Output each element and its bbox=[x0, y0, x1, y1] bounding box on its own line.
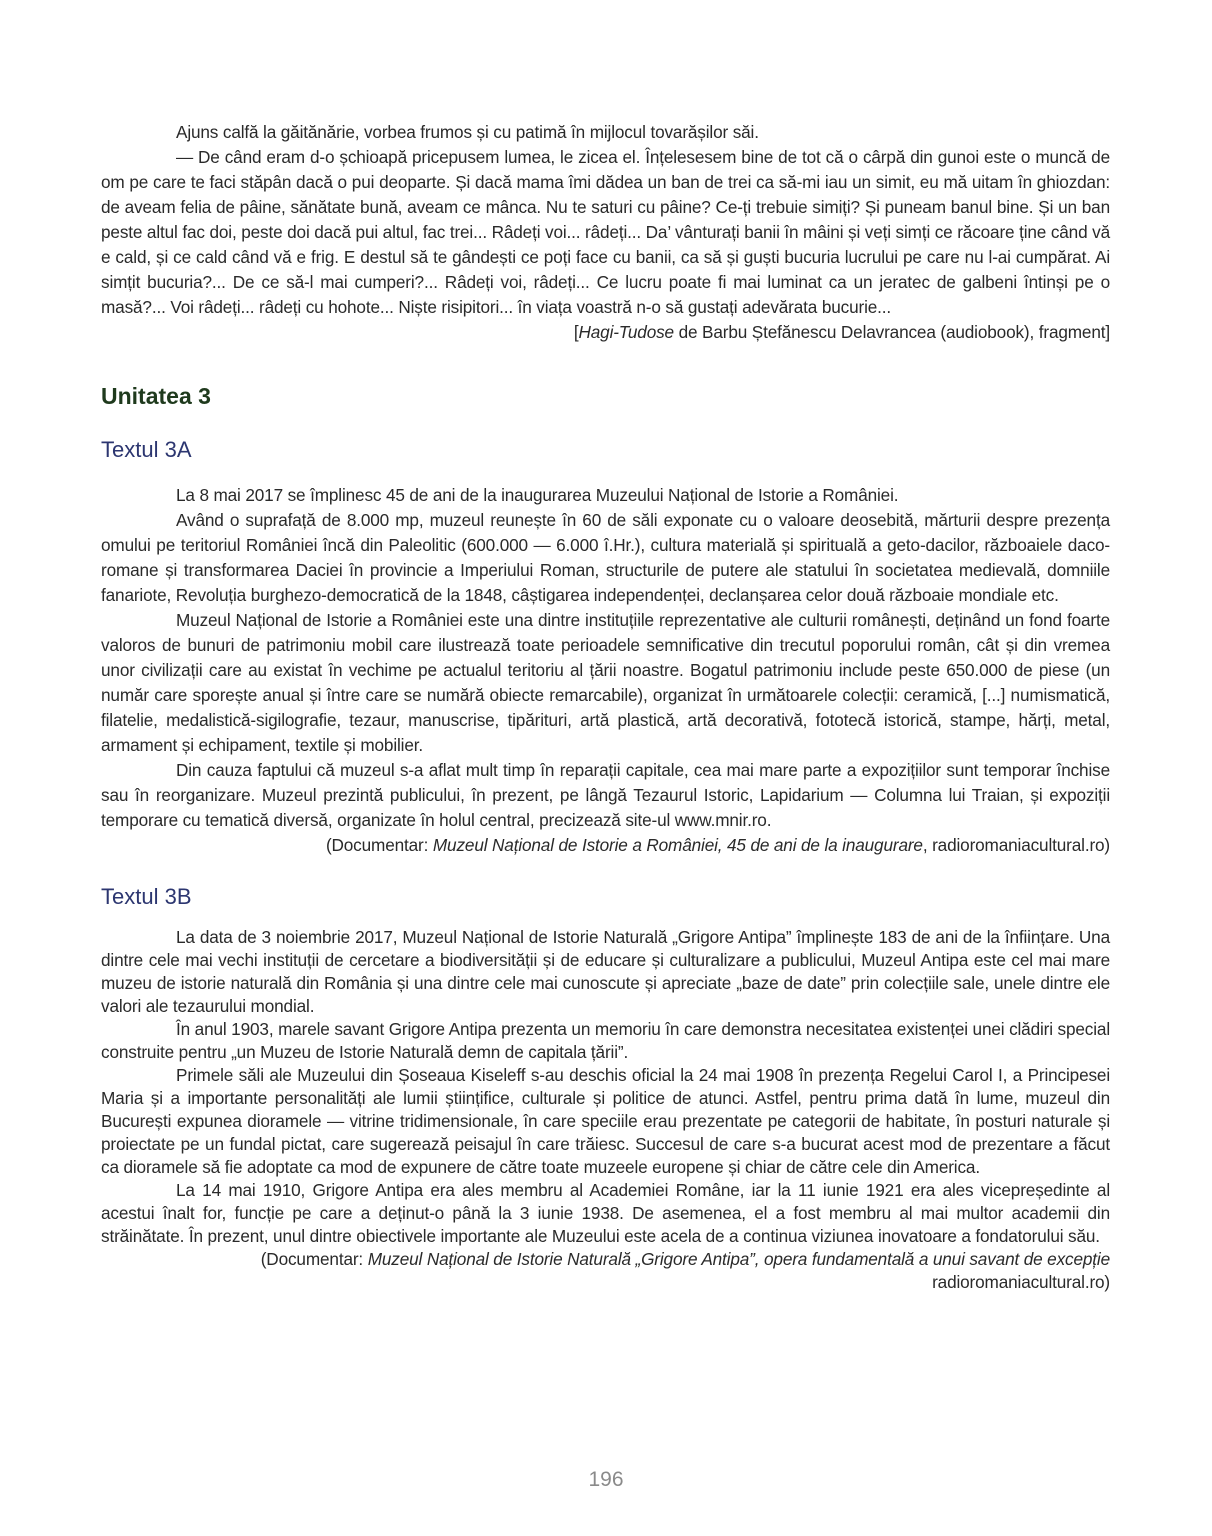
paragraph: Primele săli ale Muzeului din Șoseaua Kiseleff s-au deschis oficial la 24 mai 1908 în prezența Regelui Carol I, a Principesei Maria și a importante personalități ale lumii științifice, culturale și politice de atunci. Astfel, pentru prima dată în lume, muzeul din București expunea dioramele — vitrine tridimensionale, în care speciile erau prezentate pe categorii de habitate, în posturi naturale și proiectate pe un fundal pictat, care sugerează peisajul în care trăiesc. Succesul de care s-a bucurat acest mod de prezentare a făcut ca dioramele să fie adoptate ca mod de expunere de către toate muzeele europene și chiar de către cele din America. bbox=[101, 1065, 1110, 1177]
text-3a-section bbox=[101, 435, 1110, 858]
paragraph: Ajuns calfă la găitănărie, vorbea frumos și cu patimă în mijlocul tovarășilor săi. bbox=[176, 122, 759, 142]
paragraph: — De când eram d-o șchioapă pricepusem lumea, le zicea el. Înțelesesem bine de tot că o cârpă din gunoi este o muncă de om pe care te faci stăpân dacă o pui deoparte. Și dacă mama îmi dădea un ban de trei ca să-mi iau un simit, eu mă uitam în ghiozdan: de aveam felia de pâine, sănătate bună, aveam ce mânca. Nu te saturi cu pâine? Ce-ți trebuie simiți? Și puneam banul bine. Și un ban peste altul fac doi, peste doi dacă pui altul, fac trei... Râdeți voi... râdeți... Da’ vânturați banii în mâini și veți simți ce răcoare ține când vă e cald, și ce cald când vă e frig. E destul să te gândești ce poți face cu banii, ca să și guști bucuria lucrului pe care nu l-ai cumpărat. Ai simțit bucuria?... De ce să-l mai cumperi?... Râdeți voi, râdeți... Ce lucru poate fi mai luminat ca un jeratec de galbeni întinși pe o masă?... Voi râdeți... râdeți cu hohote... Niște risipitori... în viața voastră n-o să gustați adevărata bucurie... bbox=[101, 147, 1110, 317]
paragraph: Muzeul Național de Istorie a României este una dintre instituțiile reprezentative ale culturii românești, deținând un fond foarte valoros de bunuri de patrimoniu mobil care ilustrează toate perioadele semnificative din trecutul poporului român, cât și din vremea unor civilizații care au existat în vechime pe actualul teritoriu al țării noastre. Bogatul patrimoniu include peste 650.000 de piese (un număr care sporește anual și între care se numără obiecte remarcabile), organizat în următoarele colecții: ceramică, [...] numismatică, filatelie, medalistică-sigilografie, tezaur, manuscrise, tipărituri, artă plastică, artă decorativă, fototecă istorică, stampe, hărți, metal, armament și echipament, textile și mobilier. bbox=[101, 610, 1110, 755]
unit-heading: Unitatea 3 bbox=[101, 383, 211, 409]
paragraph: La 8 mai 2017 se împlinesc 45 de ani de la inaugurarea Muzeului Național de Istorie a României. bbox=[176, 485, 899, 505]
source-title: Muzeul Național de Istorie Naturală „Grigore Antipa”, opera fundamentală a unui savant de excepție bbox=[367, 1249, 1110, 1269]
paragraph: Din cauza faptului că muzeul s-a aflat mult timp în reparații capitale, cea mai mare parte a expozițiilor sunt temporar închise sau în reorganizare. Muzeul prezintă publicului, în prezent, pe lângă Tezaurul Istoric, Lapidarium — Columna lui Traian, și expoziții temporare cu tematică diversă, organizate în holul central, precizează site-ul www.mnir.ro. bbox=[101, 760, 1110, 830]
page-content bbox=[101, 120, 1110, 1294]
source-title: Hagi-Tudose bbox=[578, 322, 674, 342]
source-citation: [Hagi-Tudose de Barbu Ștefănescu Delavrancea (audiobook), fragment] bbox=[573, 322, 1110, 342]
paragraph: Având o suprafață de 8.000 mp, muzeul reunește în 60 de săli exponate cu o valoare deosebită, mărturii despre prezența omului pe teritoriul României încă din Paleolitic (600.000 — 6.000 î.Hr.), cultura materială și spirituală a geto-dacilor, războaiele daco-romane și transformarea Daciei în provincie a Imperiului Roman, structurile de putere ale statului în societatea medievală, domniile fanariote, Revoluția burghezo-democratică de la 1848, câștigarea independenței, declanșarea celor două războaie mondiale etc. bbox=[101, 510, 1110, 605]
paragraph: La data de 3 noiembrie 2017, Muzeul Național de Istorie Naturală „Grigore Antipa” împlinește 183 de ani de la înființare. Una dintre cele mai vechi instituții de cercetare a biodiversității și de educare și culturalizare a publicului, Muzeul Antipa este cel mai mare muzeu de istorie naturală din România și una dintre cele mai cunoscute și apreciate „baze de date” prin colecțiile sale, unele dintre ele valori ale tezaurului mondial. bbox=[101, 927, 1110, 1016]
page-number: 196 bbox=[588, 1468, 624, 1491]
paragraph: La 14 mai 1910, Grigore Antipa era ales membru al Academiei Române, iar la 11 iunie 1921 era ales vicepreședinte al acestui înalt for, funcție pe care a deținut-o până la 3 iunie 1938. De asemenea, el a fost membru al mai multor academii din străinătate. În prezent, unul dintre obiectivele importante ale Muzeului este acela de a continua viziunea inovatoare a fondatorului său. bbox=[101, 1180, 1110, 1246]
text-3a-heading: Textul 3A bbox=[101, 437, 192, 462]
text-3b-heading: Textul 3B bbox=[101, 884, 192, 909]
source-citation: (Documentar: Muzeul Național de Istorie Naturală „Grigore Antipa”, opera fundamentală a unui savant de excepție bbox=[260, 1249, 1110, 1269]
source-title: Muzeul Național de Istorie a României, 45 de ani de la inaugurare bbox=[432, 835, 923, 855]
paragraph: În anul 1903, marele savant Grigore Antipa prezenta un memoriu în care demonstra necesitatea existenței unei clădiri special construite pentru „un Muzeu de Istorie Naturală demn de capitala țării”. bbox=[101, 1019, 1110, 1062]
source-citation: (Documentar: Muzeul Național de Istorie a României, 45 de ani de la inaugurare, radioromaniacultural.ro) bbox=[325, 835, 1110, 855]
source-citation-line2: radioromaniacultural.ro) bbox=[932, 1272, 1110, 1292]
intro-fragment bbox=[101, 120, 1110, 345]
text-3b-section bbox=[101, 882, 1110, 1294]
